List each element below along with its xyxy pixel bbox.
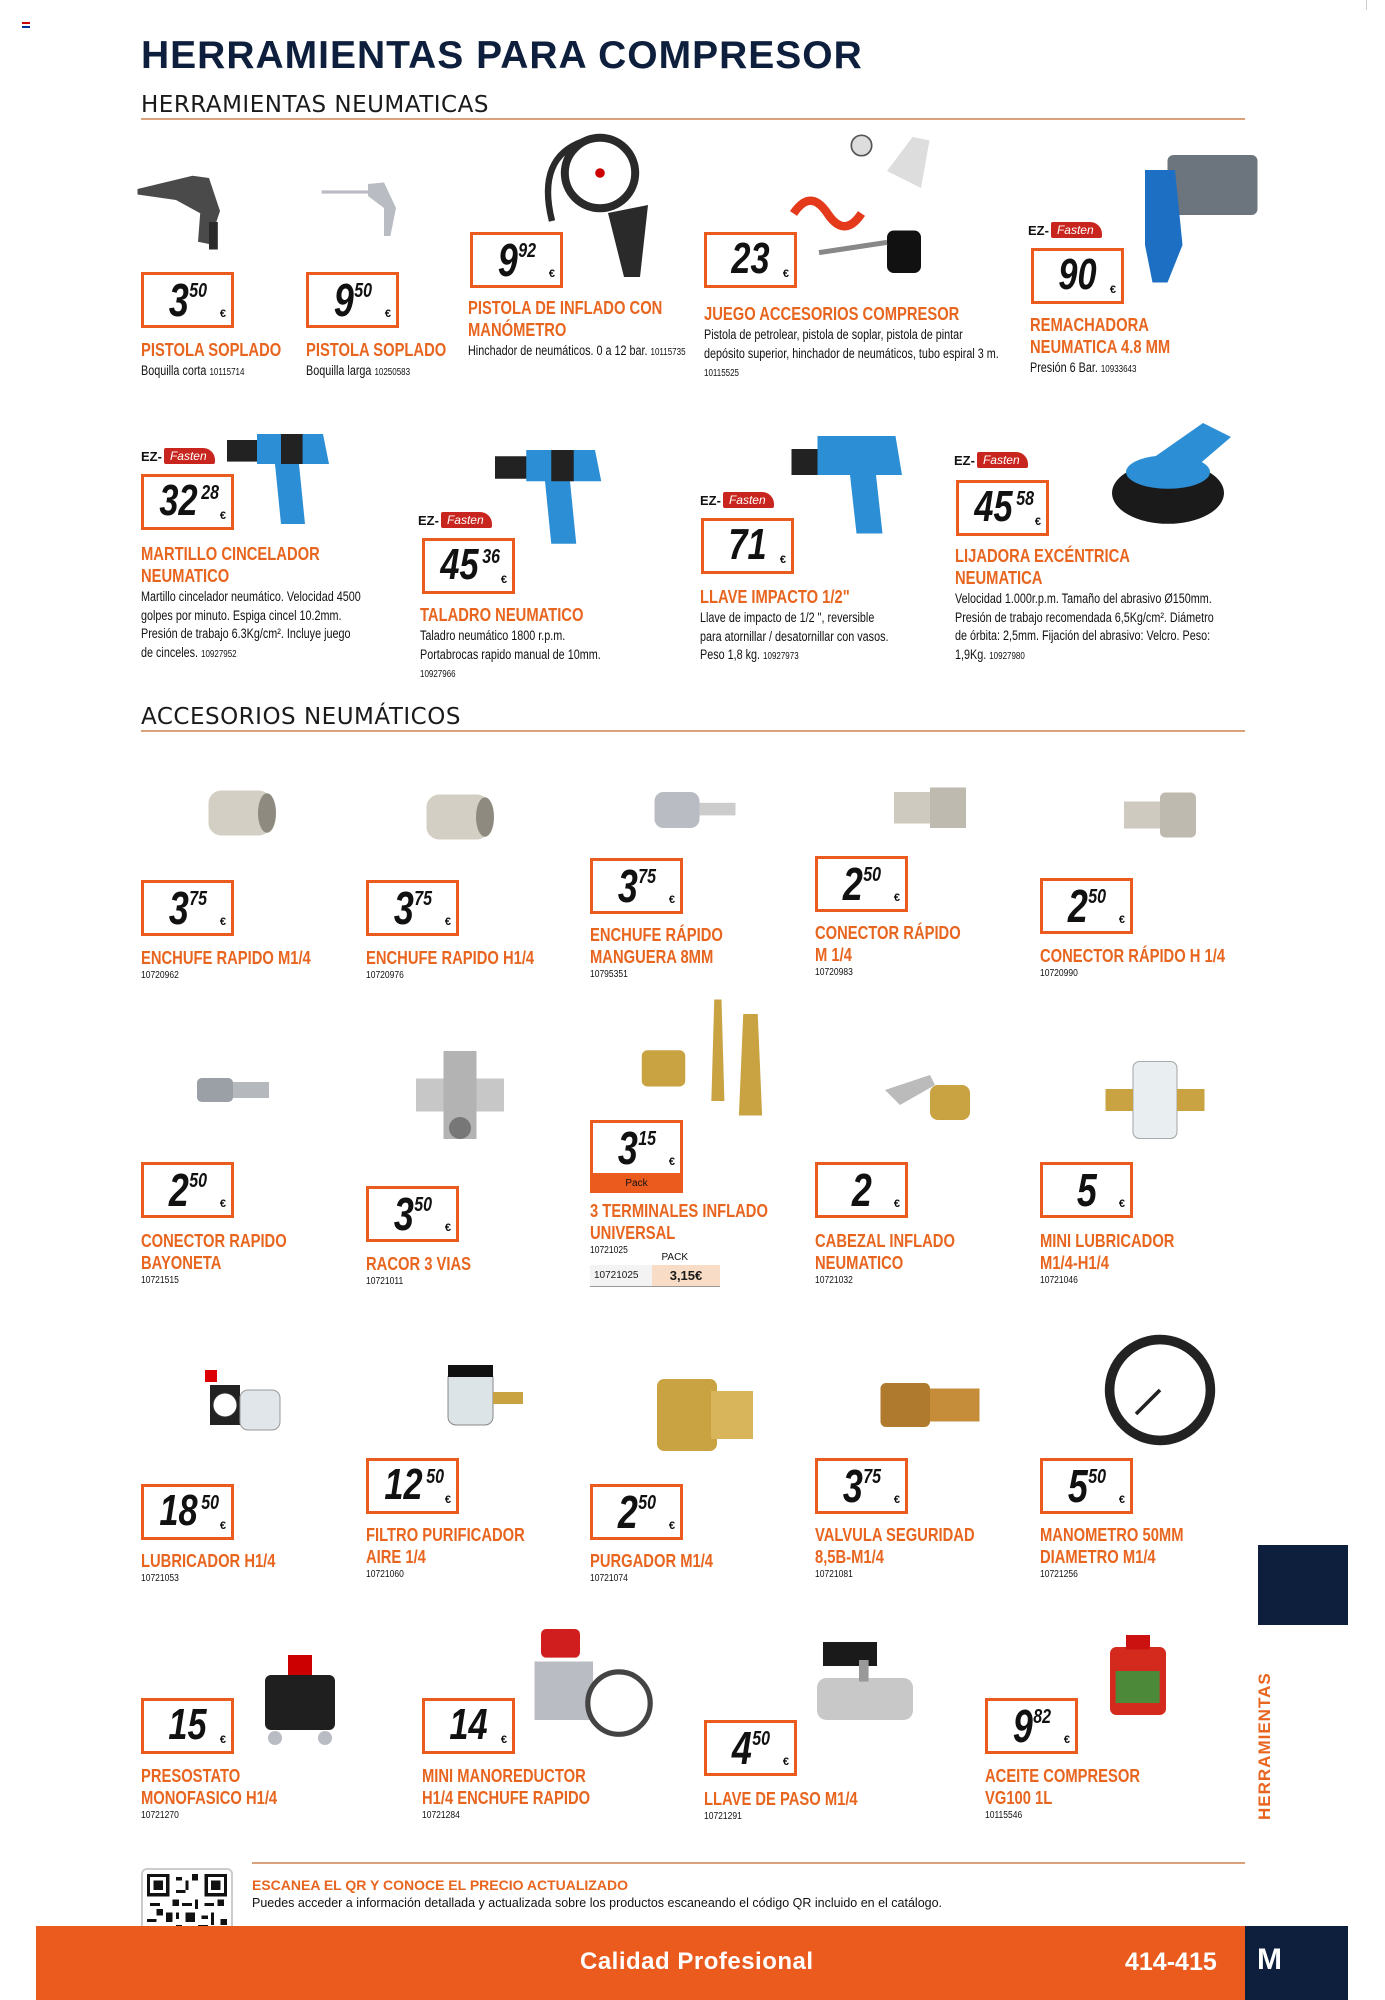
product-name-line: AIRE 1/4 [366, 1547, 426, 1567]
page-title: HERRAMIENTAS PARA COMPRESOR [141, 34, 863, 77]
price-integer: 90 [1058, 250, 1097, 299]
description-text: Boquilla corta [141, 363, 210, 378]
currency-symbol: € [893, 892, 900, 904]
product-code: 10927980 [989, 650, 1025, 662]
footer-tagline: Calidad Profesional [580, 1948, 814, 1975]
currency-symbol: € [1118, 914, 1125, 926]
product-name [1040, 1230, 1174, 1274]
product-name [590, 924, 723, 968]
price-integer: 3 [393, 1188, 414, 1240]
qr-title: ESCANEA EL QR Y CONOCE EL PRECIO ACTUALIZADO [252, 1877, 628, 1893]
price-tag [422, 1698, 515, 1754]
product-name [306, 339, 446, 361]
price-integer: 12 [384, 1460, 423, 1509]
price-decimals: 50 [863, 864, 882, 886]
product-name-line: RACOR 3 VIAS [366, 1254, 471, 1274]
brand-name: Fasten [723, 492, 774, 508]
price-integer: 3 [617, 1122, 638, 1174]
currency-symbol: € [782, 268, 789, 280]
price-integer: 2 [168, 1164, 189, 1216]
product-name-line: CONECTOR RAPIDO [141, 1231, 287, 1251]
product-name-line: ACEITE COMPRESOR [985, 1766, 1141, 1786]
price-decimals: 75 [638, 866, 657, 888]
price-tag [141, 272, 234, 328]
description-text: Presión 6 Bar. [1030, 360, 1101, 375]
price-tag [366, 1186, 459, 1242]
price-integer: 9 [1012, 1700, 1033, 1752]
product-name [704, 303, 959, 325]
product-code: 10721025 [590, 1245, 628, 1256]
crop-mark [1366, 0, 1367, 10]
brand-logo-icon [1245, 1926, 1348, 2000]
product-name-line: LLAVE IMPACTO 1/2" [700, 587, 850, 607]
price-tag [1040, 878, 1133, 934]
section-divider [141, 118, 1245, 120]
qr-text: Puedes acceder a información detallada y actualizada sobre los productos escaneando el código QR incluido en el catálogo. [252, 1896, 943, 1910]
currency-symbol: € [893, 1198, 900, 1210]
product-code: 10927966 [420, 669, 456, 680]
product-image [1075, 1045, 1235, 1155]
product-code: 10115735 [650, 347, 686, 358]
price-tag [366, 880, 459, 936]
price-decimals: 50 [189, 280, 208, 302]
product-code: 10927952 [201, 648, 237, 660]
product-name-line: ENCHUFE RAPIDO H1/4 [366, 948, 535, 968]
currency-symbol: € [1118, 1198, 1125, 1210]
brand-prefix: EZ- [954, 452, 975, 468]
product-name-line: NEUMATICA 4.8 MM [1030, 337, 1171, 357]
currency-symbol: € [1034, 516, 1041, 528]
product-code: 10720962 [141, 970, 179, 981]
product-name-line: ENCHUFE RAPIDO M1/4 [141, 948, 311, 968]
product-name [366, 1524, 525, 1568]
product-name [815, 922, 961, 966]
product-name [704, 1788, 858, 1810]
price-tag [590, 1484, 683, 1540]
price-tag [141, 1698, 234, 1754]
price-tag [815, 856, 908, 912]
product-code: 10721284 [422, 1810, 460, 1821]
product-name-line: PRESOSTATO [141, 1766, 241, 1786]
product-description [468, 342, 698, 363]
currency-symbol: € [668, 1156, 675, 1168]
product-image [612, 985, 802, 1130]
product-image [112, 145, 262, 255]
currency-symbol: € [219, 308, 226, 320]
price-tag [590, 1120, 683, 1189]
currency-symbol: € [219, 1520, 226, 1532]
product-name-line: PISTOLA SOPLADO [141, 340, 282, 360]
price-tag [470, 232, 563, 288]
currency-symbol: € [500, 574, 507, 586]
product-name-line: CABEZAL INFLADO [815, 1231, 955, 1251]
currency-symbol: € [219, 510, 226, 522]
product-name [1040, 1524, 1184, 1568]
price-decimals: 50 [1088, 1466, 1107, 1488]
product-name [141, 947, 311, 969]
price-integer: 5 [1076, 1164, 1097, 1216]
product-name [141, 1230, 287, 1274]
section-title-herramientas: HERRAMIENTAS NEUMATICAS [141, 92, 489, 118]
product-name-line: MONOFASICO H1/4 [141, 1788, 278, 1808]
product-image [528, 1615, 658, 1760]
price-tag [1040, 1162, 1133, 1218]
price-tag [701, 518, 794, 574]
product-image [398, 1350, 568, 1450]
product-name-line: TALADRO NEUMATICO [420, 605, 584, 625]
description-text: Hinchador de neumáticos. 0 a 12 bar. [468, 343, 651, 358]
price-tag [366, 1458, 459, 1514]
product-name-line: MANÓMETRO [468, 320, 567, 340]
pack-price-table [590, 1252, 720, 1287]
price-integer: 45 [440, 540, 479, 589]
price-integer: 23 [731, 234, 770, 283]
description-text: Velocidad 1.000r.p.m. Tamaño del abrasivo Ø150mm. Presión de trabajo recomendada 6,5Kg/cm². Diámetro de órbita: 2,5mm. Fijación del abrasivo: Velcro. Peso: 1,9Kg. [955, 591, 1214, 662]
product-name-line: M1/4-H1/4 [1040, 1253, 1109, 1273]
product-name [985, 1765, 1140, 1809]
product-image [250, 1630, 350, 1770]
product-code: 10721256 [1040, 1569, 1078, 1580]
product-name [366, 947, 534, 969]
price-decimals: 50 [1088, 886, 1107, 908]
product-name-line: PISTOLA DE INFLADO CON [468, 298, 663, 318]
brand-name: Fasten [441, 512, 492, 528]
product-name [590, 1550, 713, 1572]
price-integer: 3 [393, 882, 414, 934]
product-name-line: MINI MANOREDUCTOR [422, 1766, 586, 1786]
product-name-line: 8,5B-M1/4 [815, 1547, 884, 1567]
price-tag [306, 272, 399, 328]
product-image [630, 1355, 780, 1475]
price-tag [1040, 1458, 1133, 1514]
product-description [141, 588, 361, 664]
currency-symbol: € [1109, 284, 1116, 296]
price-integer: 45 [974, 482, 1013, 531]
currency-symbol: € [444, 1222, 451, 1234]
price-integer: 71 [728, 520, 767, 569]
product-name-line: PURGADOR M1/4 [590, 1551, 714, 1571]
price-tag [590, 858, 683, 914]
price-decimals: 15 [638, 1128, 657, 1150]
product-name [141, 1765, 277, 1809]
price-integer: 3 [842, 1460, 863, 1512]
price-tag [422, 538, 515, 594]
product-name-line: VG100 1L [985, 1788, 1053, 1808]
product-code: 10115525 [704, 368, 739, 379]
currency-symbol: € [219, 1198, 226, 1210]
price-integer: 2 [617, 1486, 638, 1538]
price-decimals: 50 [354, 280, 373, 302]
price-tag [141, 1484, 234, 1540]
product-name-line: M 1/4 [815, 945, 852, 965]
brand-name: Fasten [164, 448, 215, 464]
product-name-line: CONECTOR RÁPIDO [815, 923, 961, 943]
product-name [1040, 945, 1225, 967]
description-text: Pistola de petrolear, pistola de soplar, pistola de pintar depósito superior, hinchador de neumáticos, tubo espiral 3 m. [704, 327, 999, 361]
currency-symbol: € [668, 1520, 675, 1532]
product-name-line: JUEGO ACCESORIOS COMPRESOR [704, 304, 960, 324]
product-image [1090, 395, 1260, 535]
price-decimals: 50 [426, 1466, 444, 1488]
price-decimals: 75 [863, 1466, 882, 1488]
product-name-line: MANGUERA 8MM [590, 947, 714, 967]
product-image [265, 160, 455, 240]
product-image [1110, 140, 1270, 290]
product-name-line: 3 TERMINALES INFLADO [590, 1201, 768, 1221]
description-text: Boquilla larga [306, 363, 375, 378]
currency-symbol: € [548, 268, 555, 280]
product-name [141, 339, 281, 361]
product-name [815, 1524, 975, 1568]
currency-symbol: € [893, 1494, 900, 1506]
price-integer: 18 [159, 1486, 198, 1535]
product-code: 10933643 [1100, 364, 1137, 375]
price-decimals: 92 [518, 240, 537, 262]
product-description [420, 627, 610, 685]
brand-logo-ez-fasten [1028, 222, 1102, 238]
pack-tag: Pack [590, 1175, 683, 1193]
product-name-line: FILTRO PURIFICADOR [366, 1525, 525, 1545]
product-image [610, 765, 780, 855]
price-decimals: 50 [638, 1492, 657, 1514]
price-tag [141, 880, 234, 936]
product-image [1095, 1330, 1225, 1450]
price-integer: 32 [159, 476, 198, 525]
product-description [955, 590, 1225, 666]
brand-prefix: EZ- [700, 492, 721, 508]
page-numbers: 414-415 [1125, 1948, 1217, 1976]
product-name-line: LUBRICADOR H1/4 [141, 1551, 276, 1571]
brand-logo-ez-fasten [954, 452, 1028, 468]
brand-logo-ez-fasten [418, 512, 492, 528]
qr-divider [252, 1862, 1245, 1864]
product-description [141, 362, 301, 383]
product-image [800, 1630, 930, 1750]
brand-prefix: EZ- [141, 448, 162, 464]
price-tag [815, 1162, 908, 1218]
product-name-line: VALVULA SEGURIDAD [815, 1525, 975, 1545]
product-image [388, 772, 528, 862]
product-code: 10721515 [141, 1275, 179, 1286]
price-tag [704, 232, 797, 288]
product-name [141, 1550, 275, 1572]
brand-name: Fasten [977, 452, 1028, 468]
price-decimals: 58 [1016, 488, 1034, 510]
product-code: 10115714 [209, 367, 245, 378]
product-name-line: NEUMATICO [815, 1253, 904, 1273]
currency-symbol: € [1063, 1734, 1070, 1746]
pack-code: 10721025 [590, 1265, 652, 1286]
pack-row [590, 1265, 720, 1287]
price-tag [141, 1162, 234, 1218]
price-tag [985, 1698, 1078, 1754]
product-image [855, 765, 1005, 855]
product-code: 10721270 [141, 1810, 179, 1821]
product-image [155, 1360, 345, 1460]
price-integer: 2 [842, 858, 863, 910]
currency-symbol: € [219, 916, 226, 928]
side-section-label: HERRAMIENTAS [1255, 1672, 1274, 1820]
product-name-line: LIJADORA EXCÉNTRICA [955, 546, 1130, 566]
product-name [700, 586, 850, 608]
description-text: Llave de impacto de 1/2 ", reversible para atornillar / desatornillar con vasos. Peso 1,8 kg. [700, 610, 889, 662]
brand-logo-ez-fasten [700, 492, 774, 508]
currency-symbol: € [500, 1734, 507, 1746]
product-image [850, 1350, 1010, 1460]
price-integer: 3 [617, 860, 638, 912]
product-name-line: NEUMATICO [141, 566, 230, 586]
product-code: 10927973 [763, 651, 799, 662]
price-integer: 2 [851, 1164, 872, 1216]
price-decimals: 75 [414, 888, 433, 910]
product-code: 10721081 [815, 1569, 853, 1580]
language-flag-icon [22, 22, 30, 29]
product-image [1098, 1600, 1178, 1750]
product-description [700, 609, 890, 667]
product-code: 10250583 [374, 367, 411, 378]
product-name [420, 604, 583, 626]
section-tab-marker [1258, 1545, 1348, 1625]
currency-symbol: € [444, 1494, 451, 1506]
product-code: 10720976 [366, 970, 404, 981]
price-decimals: 28 [201, 482, 219, 504]
product-image [170, 768, 310, 858]
price-integer: 3 [168, 274, 189, 326]
pack-header: PACK [661, 1252, 688, 1263]
price-decimals: 75 [189, 888, 208, 910]
product-image [138, 1050, 328, 1130]
price-decimals: 82 [1033, 1706, 1052, 1728]
product-name-line: UNIVERSAL [590, 1223, 676, 1243]
product-name [1030, 314, 1170, 358]
product-code: 10720983 [815, 967, 853, 978]
currency-symbol: € [782, 1756, 789, 1768]
product-code: 10721074 [590, 1573, 628, 1584]
currency-symbol: € [779, 554, 786, 566]
price-decimals: 50 [414, 1194, 433, 1216]
brand-prefix: EZ- [418, 512, 439, 528]
price-tag [141, 474, 234, 530]
price-integer: 9 [333, 274, 354, 326]
product-name [955, 545, 1130, 589]
product-code: 10721060 [366, 1569, 404, 1580]
brand-logo-ez-fasten [141, 448, 215, 464]
product-description [1030, 359, 1210, 380]
product-name-line: REMACHADORA [1030, 315, 1149, 335]
currency-symbol: € [444, 916, 451, 928]
product-name-line: MANOMETRO 50MM [1040, 1525, 1184, 1545]
product-name [468, 297, 662, 341]
description-text: Taladro neumático 1800 r.p.m. Portabrocas rapido manual de 10mm. [420, 628, 601, 662]
product-name [366, 1253, 471, 1275]
price-integer: 3 [168, 882, 189, 934]
product-image [470, 425, 620, 550]
product-name-line: BAYONETA [141, 1253, 222, 1273]
currency-symbol: € [219, 1734, 226, 1746]
product-code: 10721011 [366, 1276, 404, 1287]
product-image [850, 1050, 1010, 1150]
product-name-line: MINI LUBRICADOR [1040, 1231, 1175, 1251]
product-description [704, 326, 1004, 384]
product-name [141, 543, 320, 587]
product-code: 10115546 [985, 1810, 1023, 1821]
product-image [780, 410, 920, 540]
brand-name: Fasten [1051, 222, 1102, 238]
section-divider [141, 730, 1245, 732]
product-name-line: ENCHUFE RÁPIDO [590, 925, 723, 945]
currency-symbol: € [384, 308, 391, 320]
product-code: 10721291 [704, 1811, 742, 1822]
product-image [1085, 770, 1235, 860]
currency-symbol: € [668, 894, 675, 906]
product-code: 10721046 [1040, 1275, 1078, 1286]
product-image [400, 1040, 520, 1150]
product-name-line: MARTILLO CINCELADOR [141, 544, 320, 564]
price-decimals: 36 [482, 546, 500, 568]
product-description [306, 362, 466, 383]
product-name [422, 1765, 590, 1809]
product-name-line: LLAVE DE PASO M1/4 [704, 1789, 858, 1809]
price-decimals: 50 [201, 1492, 219, 1514]
pack-price: 3,15€ [652, 1265, 720, 1286]
product-code: 10721032 [815, 1275, 853, 1286]
brand-prefix: EZ- [1028, 222, 1049, 238]
description-text: Martillo cincelador neumático. Velocidad 4500 golpes por minuto. Espiga cincel 10.2mm. Presión de trabajo 6.3Kg/cm². Incluye juego de cinceles. [141, 589, 361, 660]
price-tag [1031, 248, 1124, 304]
price-integer: 4 [731, 1722, 752, 1774]
product-name [815, 1230, 955, 1274]
brand-logo-letter: M [1257, 1943, 1282, 1976]
product-code: 10720990 [1040, 968, 1078, 979]
price-tag [956, 480, 1049, 536]
price-integer: 5 [1067, 1460, 1088, 1512]
price-integer: 9 [497, 234, 518, 286]
product-name-line: CONECTOR RÁPIDO H 1/4 [1040, 946, 1226, 966]
price-integer: 15 [168, 1700, 207, 1749]
section-title-accesorios: ACCESORIOS NEUMÁTICOS [141, 704, 461, 730]
price-tag [704, 1720, 797, 1776]
product-name-line: DIAMETRO M1/4 [1040, 1547, 1156, 1567]
product-name [590, 1200, 768, 1244]
price-tag [815, 1458, 908, 1514]
product-code: 10795351 [590, 969, 628, 980]
currency-symbol: € [1118, 1494, 1125, 1506]
product-name-line: NEUMATICA [955, 568, 1043, 588]
price-decimals: 50 [752, 1728, 771, 1750]
product-name-line: H1/4 ENCHUFE RAPIDO [422, 1788, 591, 1808]
price-integer: 14 [449, 1700, 488, 1749]
product-code: 10721053 [141, 1573, 179, 1584]
price-decimals: 50 [189, 1170, 208, 1192]
product-name-line: PISTOLA SOPLADO [306, 340, 447, 360]
price-integer: 2 [1067, 880, 1088, 932]
